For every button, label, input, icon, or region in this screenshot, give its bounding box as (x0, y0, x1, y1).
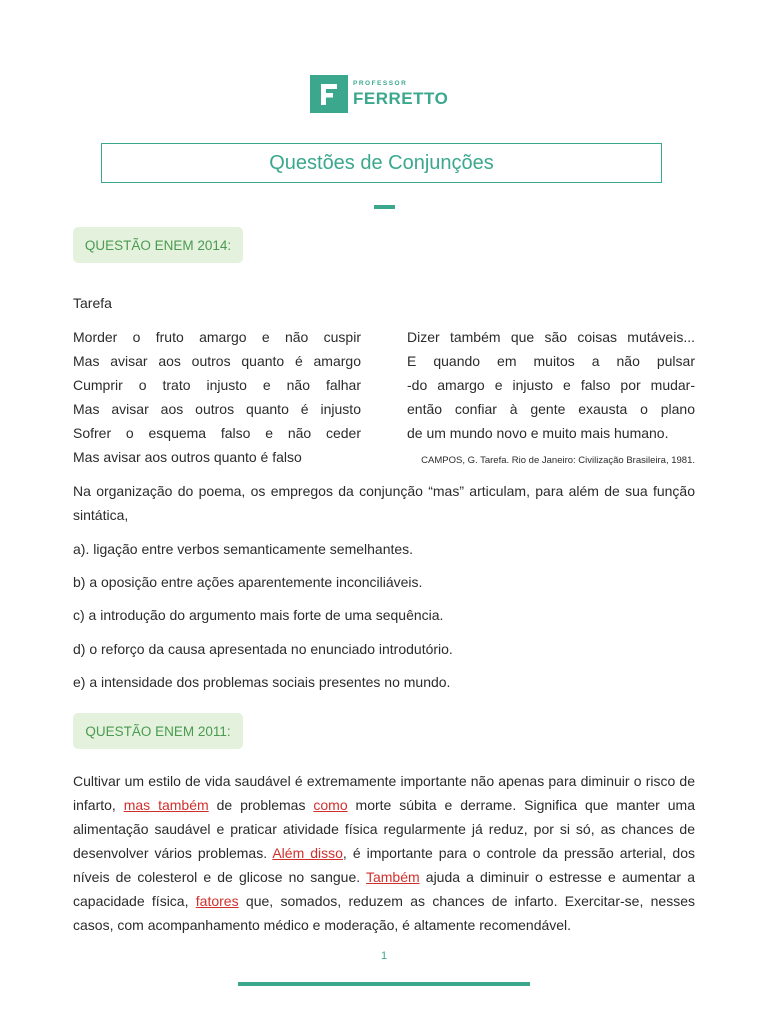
poem-line: então confiar à gente exausta o plano (407, 401, 695, 417)
question-badge-2014: QUESTÃO ENEM 2014: (73, 227, 243, 263)
text-segment: ajuda a diminuir o estresse e aumentar a capacidade física, (73, 869, 695, 909)
highlighted-conjunction: Além disso (272, 845, 343, 861)
text-segment: de problemas (208, 797, 314, 813)
poem-line: Dizer também que são coisas mutáveis... (407, 329, 695, 345)
highlighted-conjunction: como (313, 797, 348, 813)
poem-left-column (73, 325, 361, 469)
poem-line: Mas avisar aos outros quanto é falso (73, 449, 302, 465)
poem-right-column (407, 325, 695, 445)
title-box (101, 143, 662, 183)
text-segment: Cultivar um estilo de vida saudável é extremamente importante não apenas para diminuir o risco de infarto, (73, 773, 695, 813)
highlighted-conjunction: Também (365, 869, 420, 885)
logo-f-icon (310, 75, 348, 113)
page-title: Questões de Conjunções (269, 151, 494, 174)
poem-line: de um mundo novo e muito mais humano. (407, 425, 669, 441)
option-d: d) o reforço da causa apresentada no enunciado introdutório. (73, 641, 453, 657)
question-text-2011 (73, 769, 695, 937)
poem-line: Cumprir o trato injusto e não falhar (73, 377, 361, 393)
question-statement: Na organização do poema, os empregos da conjunção “mas” articulam, para além de sua função sintática, (73, 483, 695, 523)
title-divider (374, 205, 395, 209)
poem-line: Mas avisar aos outros quanto é injusto (73, 401, 361, 417)
option-e: e) a intensidade dos problemas sociais presentes no mundo. (73, 674, 451, 690)
option-a: a). ligação entre verbos semanticamente semelhantes. (73, 541, 414, 557)
text-segment: que, somados, reduzem as chances de infarto. Exercitar-se, nesses casos, com acompanhamento médico e moderação, é altamente recomendável. (73, 893, 695, 933)
text-segment: , é importante para o controle da pressão arterial, dos níveis de colesterol e de glicose no sangue. (73, 845, 696, 885)
page-number: 1 (380, 950, 388, 962)
logo-big-text: FERRETTO (353, 88, 449, 108)
poem-citation: CAMPOS, G. Tarefa. Rio de Janeiro: Civilização Brasileira, 1981. (421, 455, 695, 466)
brand-logo (310, 75, 448, 113)
poem-title: Tarefa (73, 295, 112, 311)
logo-small-text: PROFESSOR (353, 80, 408, 88)
footer-divider (238, 982, 530, 986)
poem-line: -do amargo e injusto e falso por mudar- (407, 377, 695, 393)
option-b: b) a oposição entre ações aparentemente inconciliáveis. (73, 574, 423, 590)
poem-line: Sofrer o esquema falso e não ceder (73, 425, 361, 441)
option-c: c) a introdução do argumento mais forte de uma sequência. (73, 607, 444, 623)
poem-line: E quando em muitos a não pulsar (407, 353, 695, 369)
highlighted-conjunction: mas também (123, 797, 209, 813)
poem-line: Morder o fruto amargo e não cuspir (73, 329, 361, 345)
text-segment: morte súbita e derrame. Significa que manter uma alimentação saudável e praticar atividade física regularmente já reduz, por si só, as chances de desenvolver vários problemas. (73, 797, 695, 861)
question-badge-2011: QUESTÃO ENEM 2011: (73, 713, 243, 749)
highlighted-conjunction: fatores (195, 893, 239, 909)
poem-line: Mas avisar aos outros quanto é amargo (73, 353, 361, 369)
